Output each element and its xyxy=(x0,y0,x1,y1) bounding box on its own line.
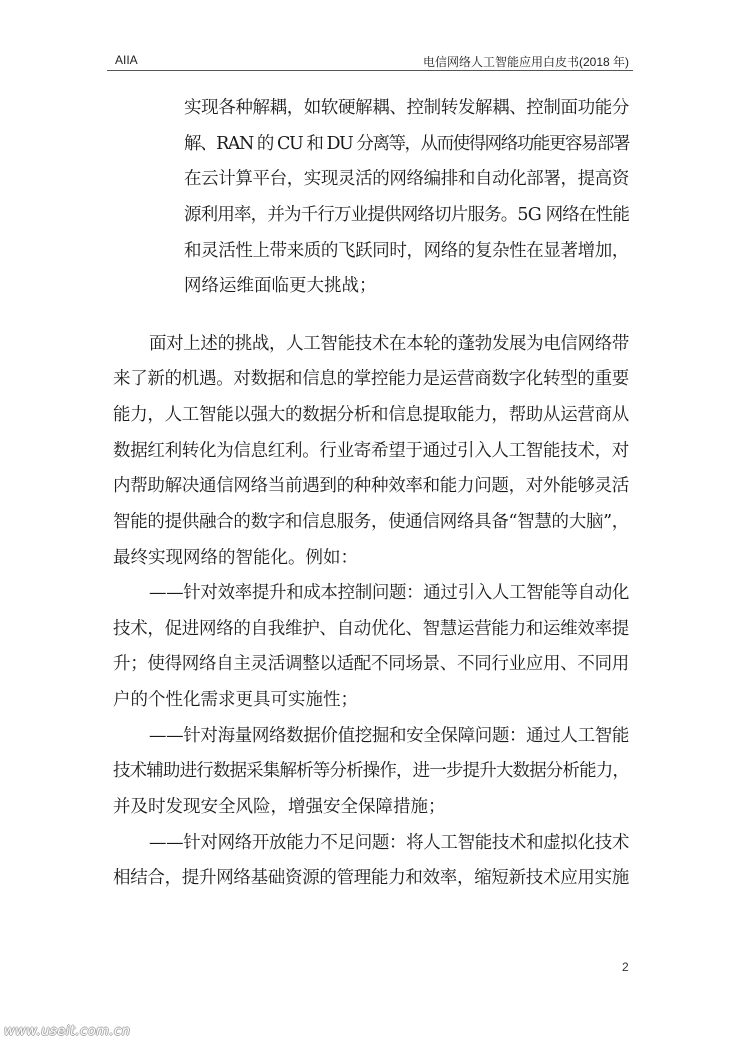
text-line: 和灵活性上带来质的飞跃同时，网络的复杂性在显著增加， xyxy=(184,241,629,261)
header-doc-title: 电信网络人工智能应用白皮书(2018 年) xyxy=(422,55,629,69)
text-line: 智能的提供融合的数字和信息服务，使通信网络具备“智慧的大脑”， xyxy=(113,512,629,532)
text-line: 解、RAN 的 CU 和 DU 分离等，从而使得网络功能更容易部署 xyxy=(184,134,629,154)
watermark: www.useit.com.cn xyxy=(4,1024,131,1039)
text-line: 来了新的机遇。对数据和信息的掌控能力是运营商数字化转型的重要 xyxy=(113,369,629,389)
list-item-first-line: ——针对海量网络数据价值挖掘和安全保障问题：通过人工智能 xyxy=(149,726,629,746)
text-line: 最终实现网络的智能化。例如： xyxy=(113,548,358,568)
list-item-first-line: ——针对网络开放能力不足问题：将人工智能技术和虚拟化技术 xyxy=(149,833,629,853)
text-line: 相结合，提升网络基础资源的管理能力和效率，缩短新技术应用实施 xyxy=(113,868,629,888)
paragraph-first-line: 面对上述的挑战，人工智能技术在本轮的蓬勃发展为电信网络带 xyxy=(149,334,629,354)
page-header xyxy=(107,50,633,71)
text-line: 技术辅助进行数据采集解析等分析操作，进一步提升大数据分析能力， xyxy=(113,761,629,781)
page-number: 2 xyxy=(622,960,629,974)
text-line: 源利用率，并为千行万业提供网络切片服务。5G 网络在性能 xyxy=(184,205,629,225)
text-line: 户的个性化需求更具可实施性； xyxy=(113,690,358,710)
text-line: 技术，促进网络的自我维护、自动优化、智慧运营能力和运维效率提 xyxy=(113,619,629,639)
text-line: 升；使得网络自主灵活调整以适配不同场景、不同行业应用、不同用 xyxy=(113,654,629,674)
text-line: 数据红利转化为信息红利。行业寄希望于通过引入人工智能技术，对 xyxy=(113,441,629,461)
text-line: 在云计算平台，实现灵活的网络编排和自动化部署，提高资 xyxy=(184,169,629,189)
list-item-first-line: ——针对效率提升和成本控制问题：通过引入人工智能等自动化 xyxy=(149,583,629,603)
text-line: 实现各种解耦，如软硬解耦、控制转发解耦、控制面功能分 xyxy=(184,98,629,118)
header-org: AIIA xyxy=(115,53,138,67)
text-line: 并及时发现安全风险，增强安全保障措施； xyxy=(113,797,446,817)
text-line: 能力，人工智能以强大的数据分析和信息提取能力，帮助从运营商从 xyxy=(113,405,629,425)
text-line: 网络运维面临更大挑战； xyxy=(184,276,377,296)
text-line: 内帮助解决通信网络当前遇到的种种效率和能力问题，对外能够灵活 xyxy=(113,476,629,496)
